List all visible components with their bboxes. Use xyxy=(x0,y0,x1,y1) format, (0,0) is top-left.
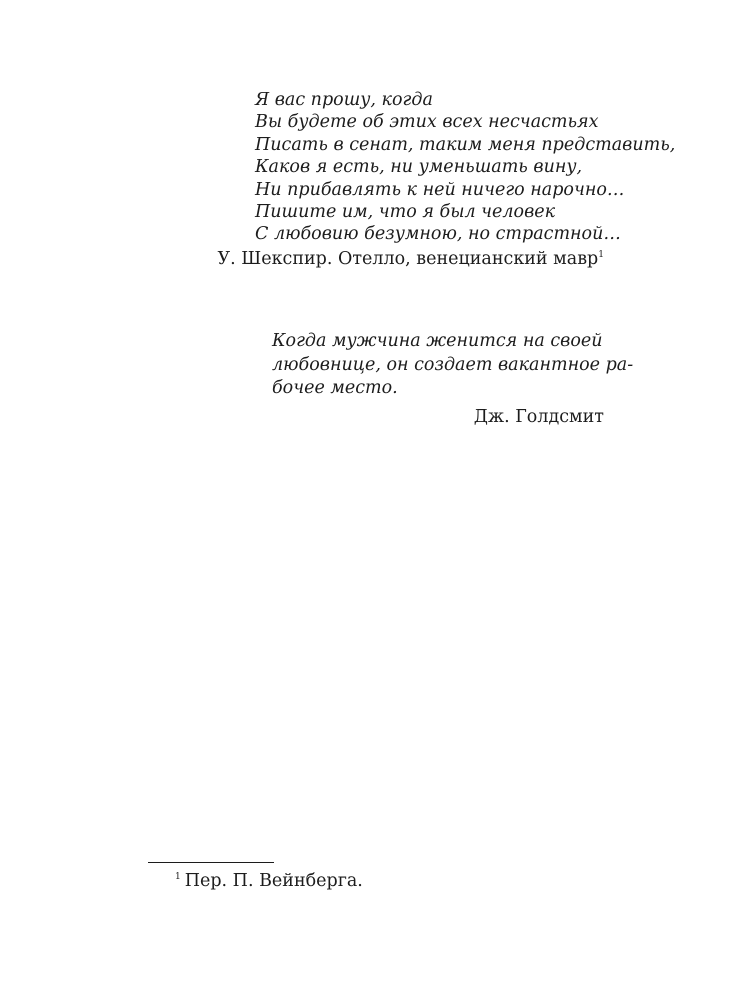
footnote-mark: 1 xyxy=(175,872,181,883)
epigraph-quote xyxy=(272,330,634,401)
footnote-divider xyxy=(148,862,274,863)
poem-line: Вы будете об этих всех несчастьях xyxy=(255,112,599,133)
quote-line: любовнице, он создает вакантное ра- xyxy=(272,354,634,375)
poem-line: Я вас прошу, когда xyxy=(255,90,433,110)
poem-line: Писать в сенат, таким меня представить, xyxy=(255,134,676,155)
poem-line: Пишите им, что я был человек xyxy=(255,202,556,223)
poem-line: Ни прибавлять к ней ничего нарочно… xyxy=(255,179,625,200)
quote-attribution: Дж. Голдсмит xyxy=(473,407,604,427)
quote-line: Когда мужчина женится на своей xyxy=(272,331,603,351)
attribution-text: У. Шекспир. Отелло, венецианский мавр xyxy=(217,249,599,269)
poem-line: Каков я есть, ни уменьшать вину, xyxy=(255,157,583,178)
footnote-text: Пер. П. Вейнберга. xyxy=(184,871,363,891)
poem-attribution xyxy=(218,248,604,270)
epigraph-poem xyxy=(255,89,676,246)
poem-line: С любовию безумною, но страстной… xyxy=(255,224,621,245)
footnote-reference: 1 xyxy=(598,250,604,261)
footnote xyxy=(175,870,363,892)
quote-line: бочее место. xyxy=(272,378,398,398)
